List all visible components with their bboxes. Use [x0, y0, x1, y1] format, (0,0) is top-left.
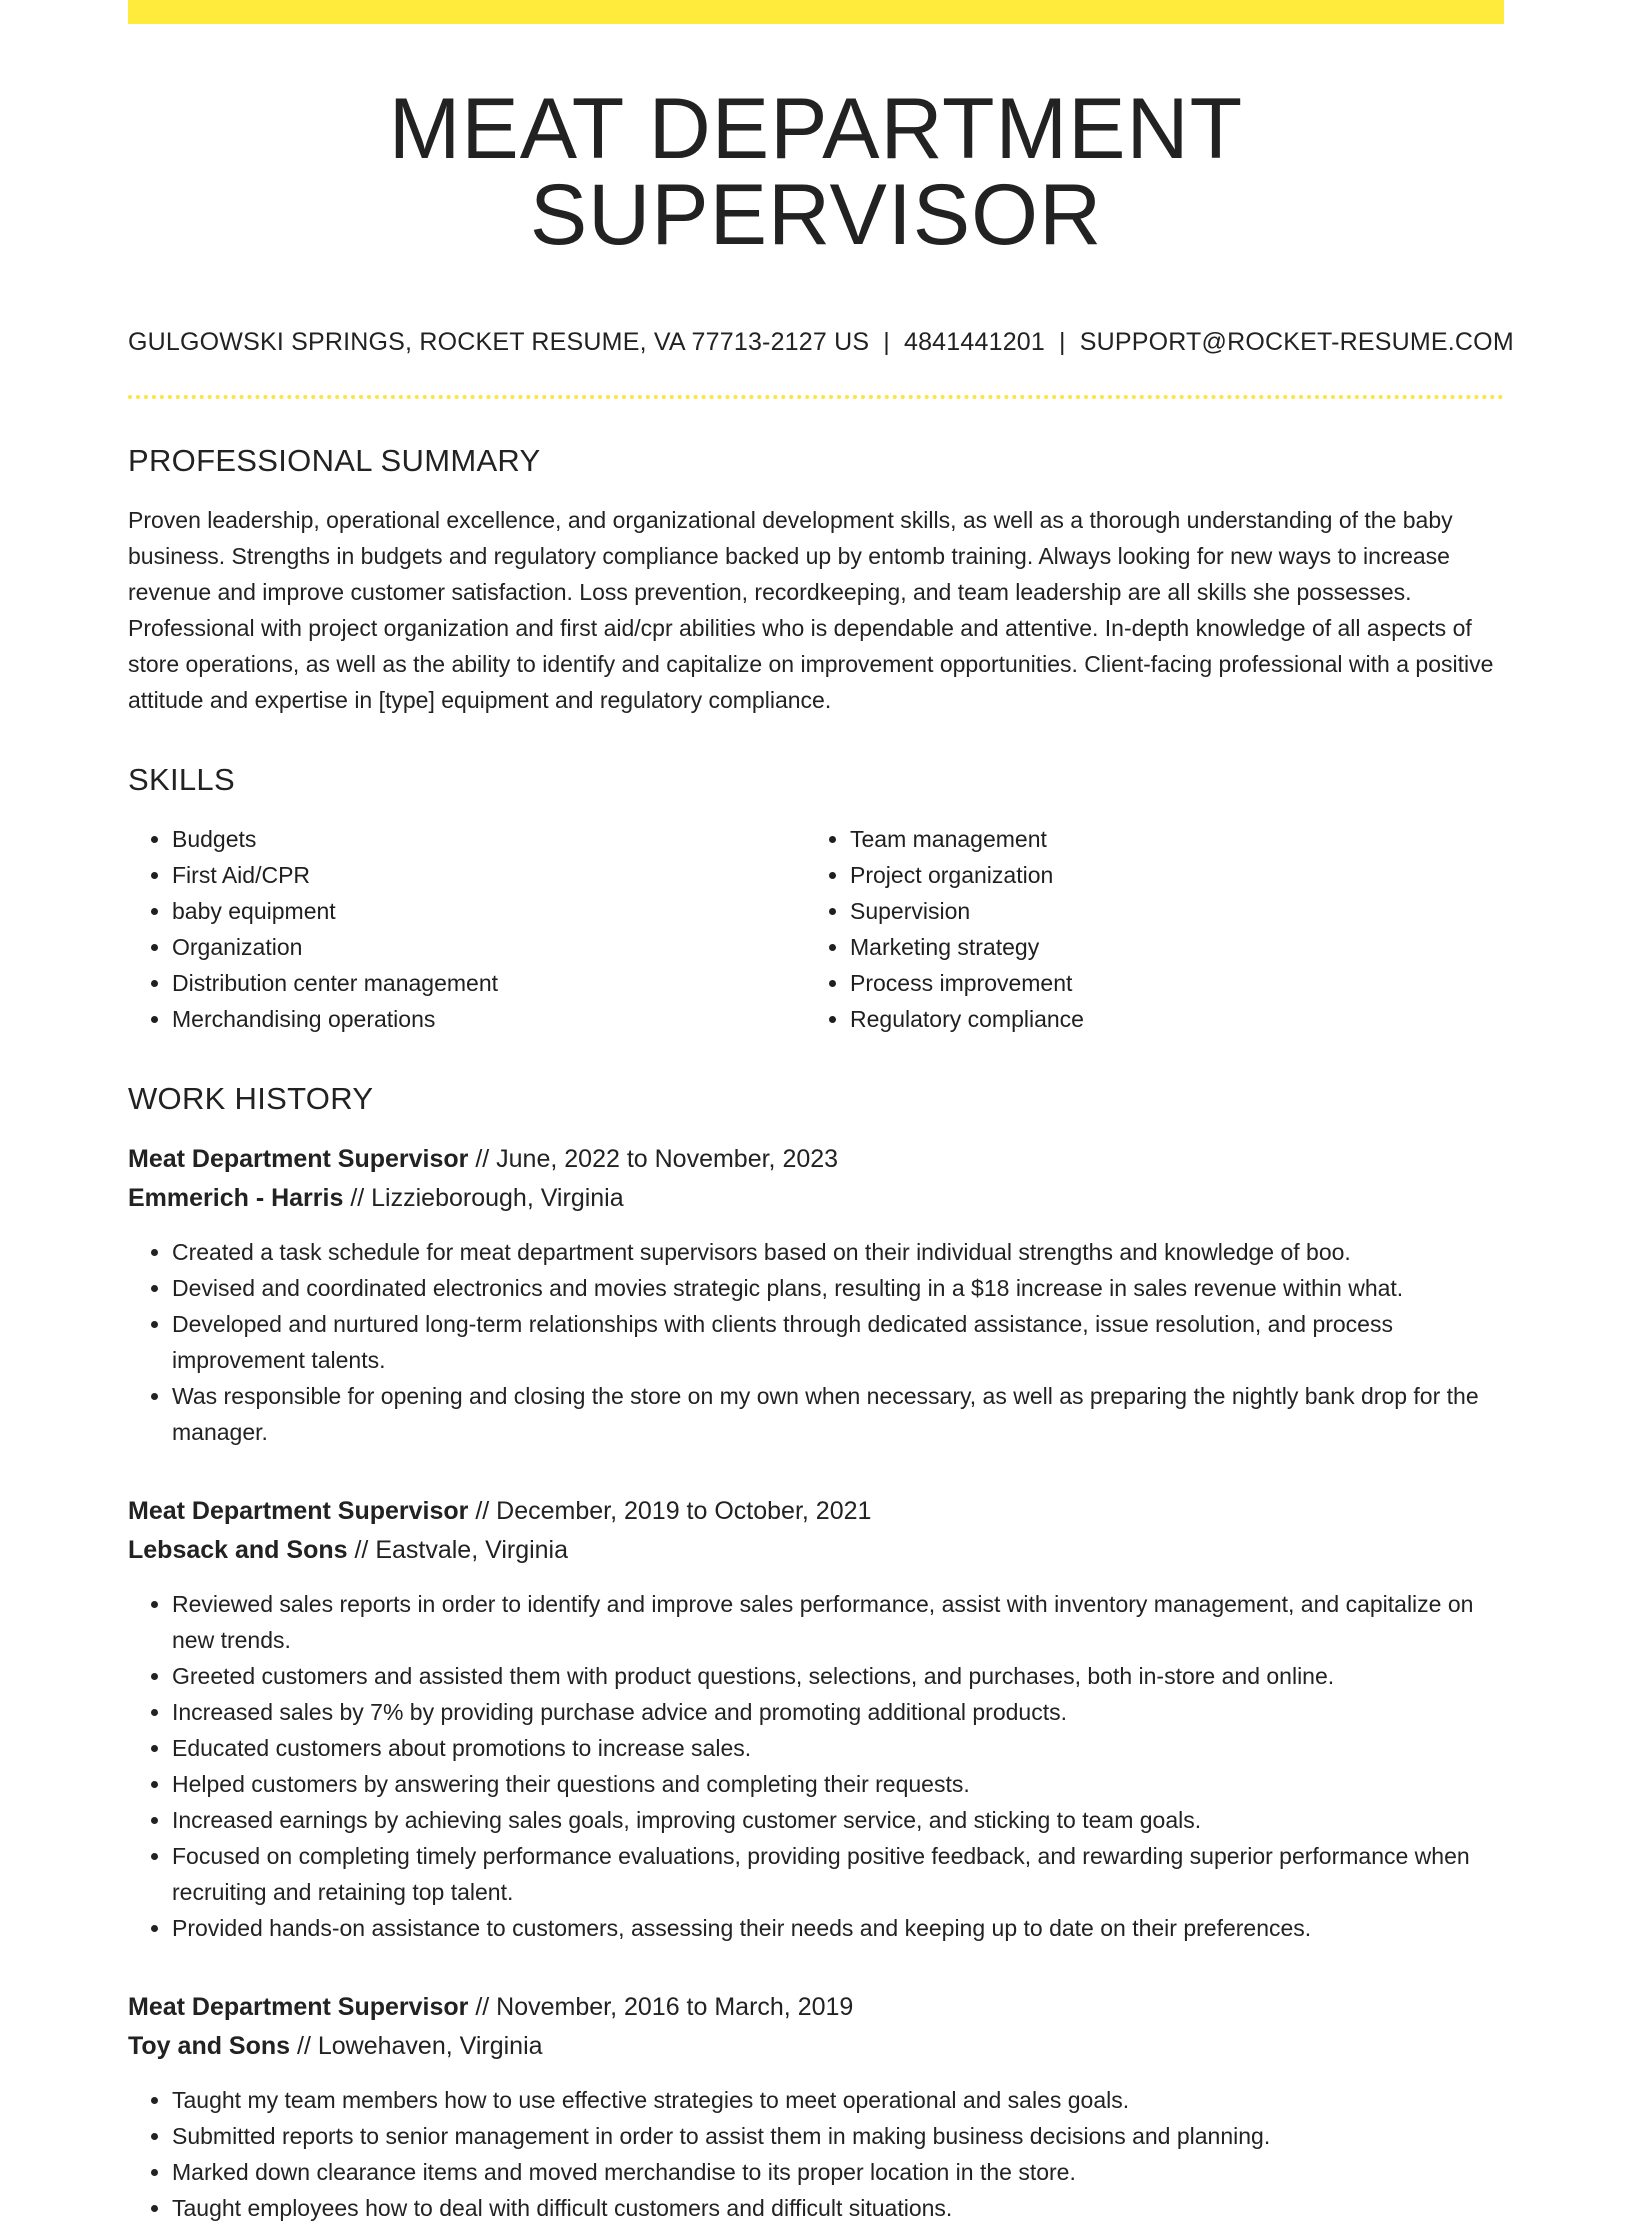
job-company-line [128, 1531, 1504, 1570]
skill-item: • Marketing strategy [850, 929, 1450, 965]
job-bullet: • Provided hands-on assistance to customers, assessing their needs and keeping up to date on their preferences. [172, 1910, 1504, 1946]
dotted-divider [128, 395, 1504, 399]
job-bullet: • Taught my team members how to use effective strategies to meet operational and sales goals. [172, 2082, 1504, 2118]
skill-item: • Distribution center management [172, 965, 806, 1001]
job-bullet: • Devised and coordinated electronics and movies strategic plans, resulting in a $18 increase in sales revenue within what. [172, 1270, 1504, 1306]
phone: 4841441201 [903, 328, 1046, 356]
job-role-line [128, 1988, 1504, 2027]
job-dates: // November, 2016 to March, 2019 [468, 1993, 854, 2021]
skill-item: • Merchandising operations [172, 1001, 806, 1037]
skill-item: • Regulatory compliance [850, 1001, 1450, 1037]
job-role-line [128, 1140, 1504, 1179]
job-company: Lebsack and Sons [128, 1536, 348, 1564]
job-bullet: • Marked down clearance items and moved merchandise to its proper location in the store. [172, 2154, 1504, 2190]
skill-item: • Team management [850, 821, 1450, 857]
skill-item: • baby equipment [172, 893, 806, 929]
skill-item: • Process improvement [850, 965, 1450, 1001]
job-bullet: • Submitted reports to senior management in order to assist them in making business decisions and planning. [172, 2118, 1504, 2154]
top-accent-bar [128, 0, 1504, 24]
job-location: // Lizzieborough, Virginia [343, 1184, 624, 1212]
job-bullet: • Developed and nurtured long-term relationships with clients through dedicated assistance, issue resolution, and process improvement talents. [172, 1306, 1504, 1378]
job-bullet: • Taught employees how to deal with difficult customers and difficult situations. [172, 2190, 1504, 2226]
job-entry [128, 1492, 1504, 1946]
skill-item: • Organization [172, 929, 806, 965]
skills-column-left [128, 821, 806, 1037]
job-bullet: • Reviewed sales reports in order to identify and improve sales performance, assist with inventory management, and capitalize on new trends. [172, 1586, 1504, 1658]
job-role: Meat Department Supervisor [128, 1145, 469, 1173]
work-history-heading: WORK HISTORY [128, 1081, 374, 1116]
resume-page [128, 0, 1514, 2226]
skill-item: • Project organization [850, 857, 1450, 893]
skills-heading: SKILLS [128, 762, 235, 797]
resume-title: MEAT DEPARTMENT SUPERVISOR [388, 81, 1244, 263]
job-dates: // December, 2019 to October, 2021 [468, 1497, 872, 1525]
summary-text: Proven leadership, operational excellence, and organizational development skills, as well as a thorough understanding of the baby business. Strengths in budgets and regulatory compliance backed up by entomb training. Always looking for new ways to increase revenue and improve customer satisfaction. Loss prevention, recordkeeping, and team leadership are all skills she possesses. Professional with project organization and first aid/cpr abilities who is dependable and attentive. In-depth knowledge of all aspects of store operations, as well as the ability to identify and capitalize on improvement opportunities. Client-facing professional with a positive attitude and expertise in [type] equipment and regulatory compliance. [128, 507, 1494, 713]
job-company: Emmerich - Harris [128, 1184, 344, 1212]
job-bullet: • Greeted customers and assisted them with product questions, selections, and purchases, both in-store and online. [172, 1658, 1504, 1694]
job-dates: // June, 2022 to November, 2023 [468, 1145, 839, 1173]
job-bullet: • Increased earnings by achieving sales goals, improving customer service, and sticking to team goals. [172, 1802, 1504, 1838]
job-role: Meat Department Supervisor [128, 1497, 469, 1525]
job-location: // Lowehaven, Virginia [290, 2032, 543, 2060]
job-company-line [128, 2027, 1504, 2066]
address: GULGOWSKI SPRINGS, ROCKET RESUME, VA 77713-2127 US [128, 328, 870, 356]
job-bullets [128, 2082, 1504, 2226]
job-entry [128, 1140, 1504, 1450]
skills-column-right [806, 821, 1450, 1037]
job-role-line [128, 1492, 1504, 1531]
skills-list [128, 821, 1504, 1037]
job-bullet: • Helped customers by answering their questions and completing their requests. [172, 1766, 1504, 1802]
job-company: Toy and Sons [128, 2032, 291, 2060]
contact-separator: | [883, 328, 890, 356]
email: SUPPORT@ROCKET-RESUME.COM [1079, 328, 1514, 356]
job-bullet: • Focused on completing timely performance evaluations, providing positive feedback, and rewarding superior performance when recruiting and retaining top talent. [172, 1838, 1504, 1910]
job-bullet: • Was responsible for opening and closing the store on my own when necessary, as well as preparing the nightly bank drop for the manager. [172, 1378, 1504, 1450]
job-bullets [128, 1586, 1504, 1946]
job-company-line [128, 1179, 1504, 1218]
job-role: Meat Department Supervisor [128, 1993, 469, 2021]
summary-heading: PROFESSIONAL SUMMARY [128, 443, 541, 478]
skill-item: • Supervision [850, 893, 1450, 929]
contact-separator: | [1059, 328, 1066, 356]
job-entry [128, 1988, 1504, 2226]
job-location: // Eastvale, Virginia [347, 1536, 569, 1564]
contact-line [128, 328, 1514, 357]
job-bullet: • Educated customers about promotions to increase sales. [172, 1730, 1504, 1766]
job-bullets [128, 1234, 1504, 1450]
skill-item: • Budgets [172, 821, 806, 857]
job-bullet: • Increased sales by 7% by providing purchase advice and promoting additional products. [172, 1694, 1504, 1730]
job-bullet: • Created a task schedule for meat department supervisors based on their individual strengths and knowledge of boo. [172, 1234, 1504, 1270]
skill-item: • First Aid/CPR [172, 857, 806, 893]
